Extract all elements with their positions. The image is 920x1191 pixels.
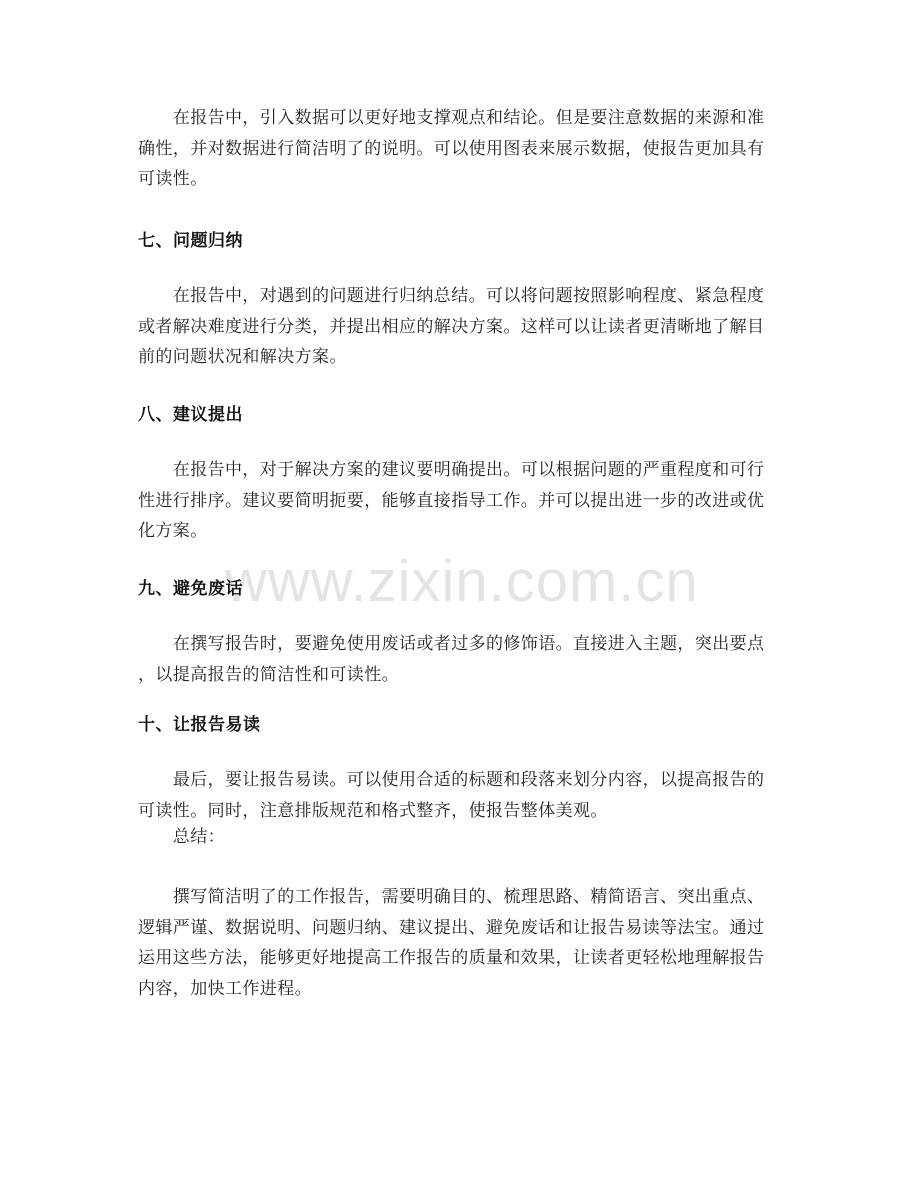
paragraph-line: ，以提高报告的简洁性和可读性。 [138, 664, 399, 685]
section-heading: 七、问题归纳 [138, 231, 243, 251]
paragraph [138, 455, 788, 547]
paragraph [138, 822, 788, 853]
paragraph-line: 或者解决难度进行分类，并提出相应的解决方案。这样可以让读者更清晰地了解目 [138, 316, 765, 337]
paragraph-line: 化方案。 [138, 521, 208, 541]
paragraph-line: 运用这些方法，能够更好地提高工作报告的质量和效果，让读者更轻松地理解报告 [138, 948, 765, 968]
paragraph-line: 前的问题状况和解决方案。 [138, 347, 347, 367]
paragraph [138, 103, 788, 195]
paragraph-line: 总结： [138, 827, 225, 847]
paragraph-line: 在报告中，对遇到的问题进行归纳总结。可以将问题按照影响程度、紧急程度 [138, 286, 765, 306]
paragraph [138, 882, 788, 1004]
paragraph [138, 629, 788, 690]
paragraph [138, 765, 788, 826]
paragraph-line: 逻辑严谨、数据说明、问题归纳、建议提出、避免废话和让报告易读等法宝。通过 [138, 917, 765, 938]
paragraph-line: 性进行排序。建议要简明扼要，能够直接指导工作。并可以提出进一步的改进或优 [138, 490, 765, 511]
paragraph-line: 可读性。同时，注意排版规范和格式整齐，使报告整体美观。 [138, 800, 608, 821]
paragraph-line: 在报告中，对于解决方案的建议要明确提出。可以根据问题的严重程度和可行 [138, 460, 765, 480]
paragraph-line: 在报告中，引入数据可以更好地支撑观点和结论。但是要注意数据的来源和准 [138, 108, 765, 128]
paragraph-line: 在撰写报告时，要避免使用废话或者过多的修饰语。直接进入主题，突出要点 [138, 634, 765, 654]
paragraph-line: 撰写简洁明了的工作报告，需要明确目的、梳理思路、精简语言、突出重点、 [138, 887, 765, 907]
paragraph-line: 内容，加快工作进程。 [138, 978, 312, 999]
section-heading: 八、建议提出 [138, 405, 243, 425]
paragraph-line: 最后，要让报告易读。可以使用合适的标题和段落来划分内容，以提高报告的 [138, 770, 765, 790]
watermark: www.zixin.com.cn [225, 549, 699, 614]
section-heading: 十、让报告易读 [138, 715, 261, 735]
paragraph-line: 可读性。 [138, 169, 208, 189]
section-heading: 九、避免废话 [138, 579, 243, 599]
paragraph [138, 281, 788, 373]
paragraph-line: 确性，并对数据进行简洁明了的说明。可以使用图表来展示数据，使报告更加具有 [138, 138, 765, 159]
